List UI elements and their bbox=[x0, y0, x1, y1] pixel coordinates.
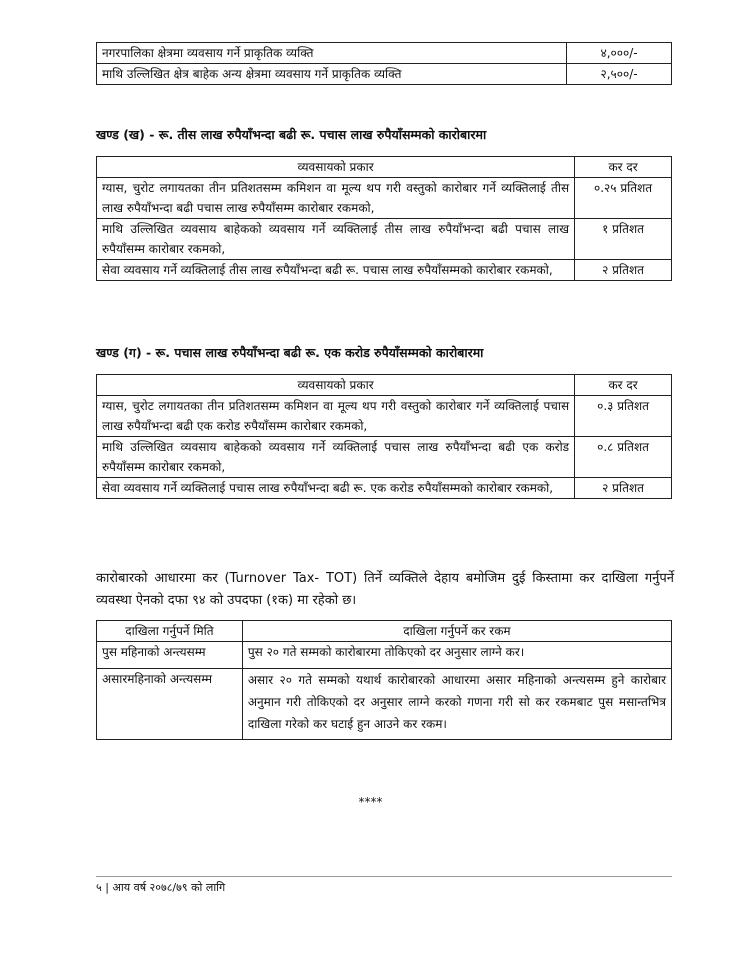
table-cell: असार २० गते सम्मको यथार्थ कारोबारको आधारमा असार महिनाको अन्त्यसम्म हुने कारोबार अनुमान गरी तोकिएको दर अनुसार लाग्ने करको गणना गरी सो कर रकमबाट पुस मसान्तभित्र दाखिला गरेको कर घटाई हुन आउने कर रकम। bbox=[242, 669, 671, 740]
table-cell: २,५००/- bbox=[567, 64, 672, 85]
page-footer bbox=[96, 880, 225, 895]
top-tax-table bbox=[96, 42, 672, 85]
table-row bbox=[97, 669, 672, 740]
table-cell: ग्यास, चुरोट लगायतका तीन प्रतिशतसम्म कमिशन वा मूल्य थप गरी वस्तुको कारोबार गर्ने व्यक्तिलाई तीस लाख रुपैयाँभन्दा बढी पचास लाख रुपैयाँसम्म कारोबार रकमको, bbox=[97, 178, 575, 219]
table-cell: पुस २० गते सम्मको कारोबारमा तोकिएको दर अनुसार लाग्ने कर। bbox=[242, 642, 671, 669]
table-row bbox=[97, 43, 672, 64]
section-kha-table bbox=[96, 156, 672, 281]
table-header-row bbox=[97, 621, 672, 642]
table-cell: माथि उल्लिखित व्यवसाय बाहेकको व्यवसाय गर्ने व्यक्तिलाई पचास लाख रुपैयाँभन्दा बढी एक करोड रुपैयाँसम्म कारोबार रकमको, bbox=[97, 437, 575, 478]
table-cell: ०.२५ प्रतिशत bbox=[575, 178, 672, 219]
table-cell: नगरपालिका क्षेत्रमा व्यवसाय गर्ने प्राकृतिक व्यक्ति bbox=[97, 43, 567, 64]
column-header-amount: दाखिला गर्नुपर्ने कर रकम bbox=[242, 621, 671, 642]
column-header-type: व्यवसायको प्रकार bbox=[97, 157, 575, 178]
section-ga-table bbox=[96, 374, 672, 499]
footer-separator: | bbox=[105, 881, 109, 894]
table-cell: ग्यास, चुरोट लगायतका तीन प्रतिशतसम्म कमिशन वा मूल्य थप गरी वस्तुको कारोबार गर्ने व्यक्तिलाई पचास लाख रुपैयाँभन्दा बढी एक करोड रुपैयाँसम्म कारोबार रकमको, bbox=[97, 396, 575, 437]
column-header-rate: कर दर bbox=[575, 157, 672, 178]
table-row bbox=[97, 396, 672, 437]
table-cell: २ प्रतिशत bbox=[575, 260, 672, 281]
end-marker: **** bbox=[358, 795, 383, 809]
table-cell: माथि उल्लिखित व्यवसाय बाहेकको व्यवसाय गर्ने व्यक्तिलाई तीस लाख रुपैयाँभन्दा बढी पचास लाख रुपैयाँसम्म कारोबार रकमको, bbox=[97, 219, 575, 260]
table-row bbox=[97, 219, 672, 260]
section-ga-heading: खण्ड (ग) - रू. पचास लाख रुपैयाँभन्दा बढी रू. एक करोड रुपैयाँसम्मको कारोबारमा bbox=[96, 345, 484, 360]
table-header-row bbox=[97, 157, 672, 178]
table-cell: १ प्रतिशत bbox=[575, 219, 672, 260]
table-row bbox=[97, 437, 672, 478]
table-cell: सेवा व्यवसाय गर्ने व्यक्तिलाई पचास लाख रुपैयाँभन्दा बढी रू. एक करोड रुपैयाँसम्मको कारोबार रकमको, bbox=[97, 478, 575, 499]
section-kha-heading: खण्ड (ख) - रू. तीस लाख रुपैयाँभन्दा बढी रू. पचास लाख रुपैयाँसम्मको कारोबारमा bbox=[96, 127, 487, 142]
table-row bbox=[97, 478, 672, 499]
table-header-row bbox=[97, 375, 672, 396]
page-number: ५ bbox=[96, 881, 102, 894]
column-header-rate: कर दर bbox=[575, 375, 672, 396]
table-cell: ०.३ प्रतिशत bbox=[575, 396, 672, 437]
table-cell: असारमहिनाको अन्त्यसम्म bbox=[97, 669, 243, 740]
footer-divider bbox=[96, 876, 672, 877]
table-cell: पुस महिनाको अन्त्यसम्म bbox=[97, 642, 243, 669]
table-row bbox=[97, 260, 672, 281]
tot-paragraph: कारोबारको आधारमा कर (Turnover Tax- TOT) तिर्ने व्यक्तिले देहाय बमोजिम दुई किस्तामा कर दाखिला गर्नुपर्ने व्यवस्था ऐनको दफा ९४ को उपदफा (१क) मा रहेको छ। bbox=[96, 571, 674, 608]
table-cell: २ प्रतिशत bbox=[575, 478, 672, 499]
table-cell: ४,०००/- bbox=[567, 43, 672, 64]
table-cell: सेवा व्यवसाय गर्ने व्यक्तिलाई तीस लाख रुपैयाँभन्दा बढी रू. पचास लाख रुपैयाँसम्मको कारोबार रकमको, bbox=[97, 260, 575, 281]
table-cell: ०.८ प्रतिशत bbox=[575, 437, 672, 478]
installment-table bbox=[96, 620, 672, 740]
table-cell: माथि उल्लिखित क्षेत्र बाहेक अन्य क्षेत्रमा व्यवसाय गर्ने प्राकृतिक व्यक्ति bbox=[97, 64, 567, 85]
column-header-date: दाखिला गर्नुपर्ने मिति bbox=[97, 621, 243, 642]
table-row bbox=[97, 64, 672, 85]
column-header-type: व्यवसायको प्रकार bbox=[97, 375, 575, 396]
footer-text: आय वर्ष २०७८/७९ को लागि bbox=[112, 881, 226, 894]
table-row bbox=[97, 642, 672, 669]
table-row bbox=[97, 178, 672, 219]
